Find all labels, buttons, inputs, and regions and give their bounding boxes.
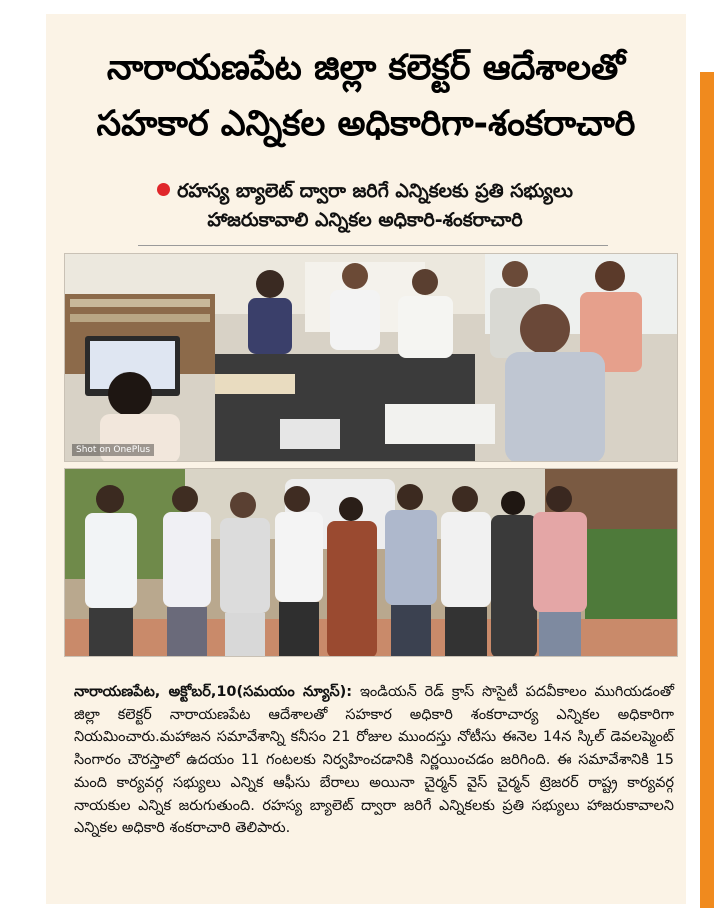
headline [46, 40, 686, 152]
group-photo-illustration [65, 469, 678, 657]
article-body [74, 681, 674, 840]
subhead-divider [138, 245, 608, 246]
accent-strip [700, 72, 714, 908]
dateline: నారాయణపేట, అక్టోబర్,10(సమయం న్యూస్): [74, 684, 353, 700]
subheadline [60, 177, 670, 235]
subhead-line-1-text: రహస్య బ్యాలెట్ ద్వారా జరిగే ఎన్నికలకు ప్రతి సభ్యులు [177, 180, 573, 202]
subhead-line-1 [60, 177, 670, 206]
headline-line-2: సహకార ఎన్నికల అధికారిగా-శంకరాచారి [96, 104, 636, 144]
meeting-photo [64, 253, 678, 462]
headline-line-1: నారాయణపేట జిల్లా కలెక్టర్ ఆదేశాలతో [106, 48, 626, 88]
red-bullet-icon [157, 183, 170, 196]
group-photo [64, 468, 678, 657]
photo-watermark: Shot on OnePlus [72, 444, 154, 456]
article-body-text: ఇండియన్ రెడ్ క్రాస్ సొసైటీ పదవీకాలం ముగియడంతో జిల్లా కలెక్టర్ నారాయణపేట ఆదేశాలతో సహకార అధికారి శంకరాచార్య ఎన్నికల అధికారిగా నియమించారు.మహాజన సమావేశాన్ని కనీసం 21 రోజుల ముందస్తు నోటీసు ఈనెల 14న స్కిల్ డెవలప్మెంట్ సింగారం చౌరస్తాలో ఉదయం 11 గంటలకు నిర్వహించడానికి నిర్ణయించడం జరిగింది. ఈ సమావేశానికి 15 మంది కార్యవర్గ సభ్యులు ఎన్నిక ఆఫీసు బేరాలు అయినా చైర్మన్ వైస్ చైర్మన్ ట్రెజరర్ రాష్ట్ర కార్యవర్గ నాయకుల ఎన్నిక జరుగుతుంది. రహస్య బ్యాలెట్ ద్వారా జరిగే ఎన్నికలకు ప్రతి సభ్యులు హాజరుకావాలని ఎన్నికల అధికారి శంకరాచారి తెలిపారు. [74, 684, 675, 837]
meeting-photo-illustration [65, 254, 678, 462]
subhead-line-2: హాజరుకావాలి ఎన్నికల అధికారి-శంకరాచారి [207, 209, 523, 231]
